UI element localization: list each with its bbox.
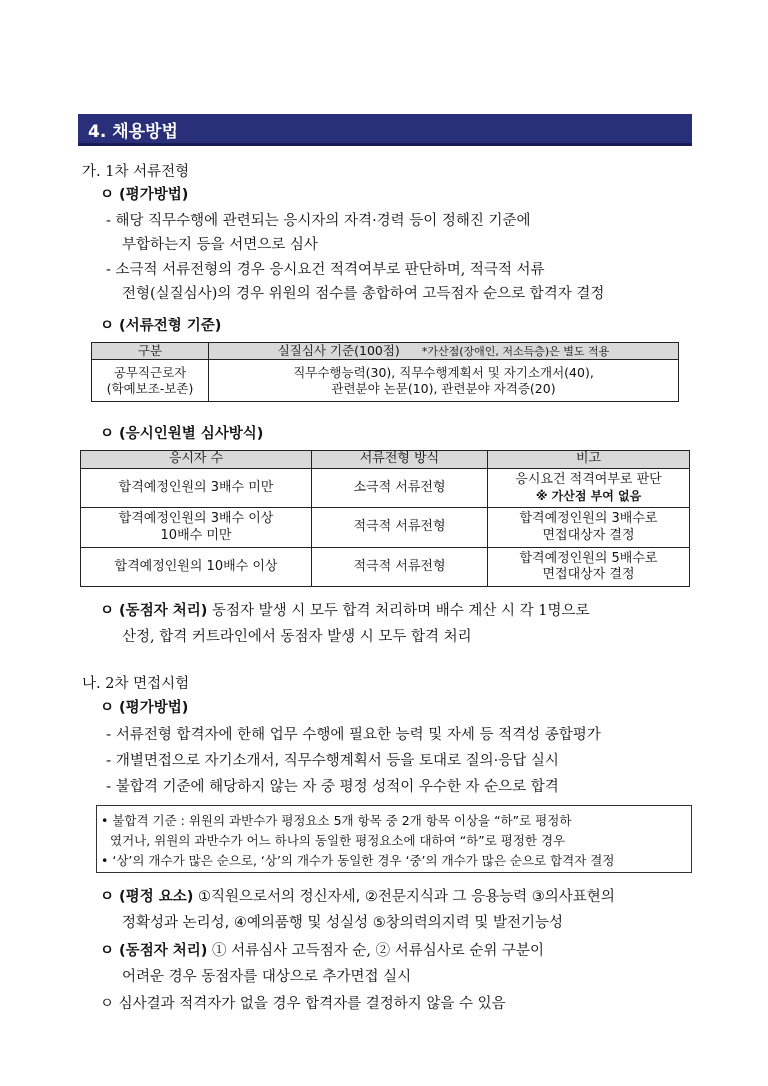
method-note-1: 응시요건 적격여부로 판단: [515, 472, 662, 488]
method-header-count: 응시자 수: [81, 451, 312, 469]
criteria-header-standard: [209, 343, 679, 360]
eval-line: - 소극적 서류전형의 경우 응시요건 적격여부로 판단하며, 적극적 서류: [106, 262, 545, 278]
criteria-row-label: [92, 360, 209, 402]
eval-line: 전형(실질심사)의 경우 위원의 점수를 총합하여 고득점자 순으로 합격자 결정: [122, 286, 605, 302]
note-line: • 불합격 기준 : 위원의 과반수가 평정요소 5개 항목 중 2개 항목 이상을 “하”로 평정하: [101, 813, 572, 828]
eval-line: - 불합격 기준에 해당하지 않는 자 중 평정 성적이 우수한 자 순으로 합격: [106, 779, 559, 795]
tie-rule: [100, 599, 590, 620]
subsection-heading-ga: 가. 1차 서류전형: [82, 164, 190, 180]
method-cell-note: [488, 548, 690, 587]
method-note-1: 합격예정인원의 5배수로: [519, 550, 658, 566]
criteria-header-main: 실질심사 기준(100점): [277, 343, 400, 359]
section-title: 4. 채용방법: [88, 122, 178, 142]
eval-line: - 해당 직무수행에 관련되는 응시자의 자격·경력 등이 정해진 기준에: [106, 213, 531, 229]
criteria-row-label-1: 공무직근로자: [113, 364, 187, 380]
tie2-line-2: 어려운 경우 동점자를 대상으로 추가면접 실시: [122, 969, 412, 985]
method-note-2: ※ 가산점 부여 없음: [535, 488, 642, 503]
tie-label-2: ㅇ (동점자 처리): [100, 943, 208, 959]
tie-rule-2: [100, 939, 544, 960]
method-count-2: 10배수 미만: [160, 527, 232, 543]
tie-line-2: 산정, 합격 커트라인에서 동점자 발생 시 모두 합격 처리: [122, 629, 472, 645]
method-note-2: 면접대상자 결정: [542, 527, 635, 543]
method-cell-method: 소극적 서류전형: [312, 469, 488, 508]
criteria-label: ㅇ (서류전형 기준): [100, 318, 222, 334]
method-header-method: 서류전형 방식: [312, 451, 488, 469]
method-note-1: 합격예정인원의 3배수로: [519, 511, 658, 527]
factor-line-1: ①직원으로서의 정신자세, ②전문지식과 그 응용능력 ③의사표현의: [198, 889, 615, 905]
eval-line: - 서류전형 합격자에 한해 업무 수행에 필요한 능력 및 자세 등 적격성 종합평가: [106, 727, 601, 743]
method-cell-count: [81, 508, 312, 548]
factor-rule: [100, 885, 615, 906]
factor-label: ㅇ (평정 요소): [100, 889, 194, 905]
criteria-header-category: 구분: [92, 343, 209, 360]
method-cell-method: 적극적 서류전형: [312, 508, 488, 548]
method-label: ㅇ (응시인원별 심사방식): [100, 426, 264, 442]
method-cell-note: [488, 508, 690, 548]
criteria-row-label-2: (학예보조-보존): [106, 380, 194, 396]
factor-line-2: 정확성과 논리성, ④예의품행 및 성실성 ⑤창의력의지력 및 발전기능성: [122, 915, 564, 931]
note-line: 였거나, 위원의 과반수가 어느 하나의 동일한 평정요소에 대하여 “하”로 평정한 경우: [110, 833, 566, 848]
tie2-line-1: ① 서류심사 고득점자 순, ② 서류심사로 순위 구분이: [212, 943, 545, 959]
method-cell-count: 합격예정인원의 10배수 이상: [81, 548, 312, 587]
method-cell-method: 적극적 서류전형: [312, 548, 488, 587]
criteria-row-value: [209, 360, 679, 402]
method-note-2: 면접대상자 결정: [542, 567, 635, 582]
tie-label: ㅇ (동점자 처리): [100, 603, 208, 619]
eval-line: 부합하는지 등을 서면으로 심사: [122, 237, 318, 253]
no-qualified-line: ㅇ 심사결과 적격자가 없을 경우 합격자를 결정하지 않을 수 있음: [100, 996, 506, 1012]
method-header-note: 비고: [488, 451, 690, 469]
method-cell-count: 합격예정인원의 3배수 미만: [81, 469, 312, 508]
eval-method-label: ㅇ (평가방법): [100, 700, 189, 716]
criteria-header-note: *가산점(장애인, 저소득층)은 별도 적용: [421, 345, 610, 359]
table-row: [81, 548, 690, 587]
method-cell-note: [488, 469, 690, 508]
note-line: • ‘상’의 개수가 많은 순으로, ‘상’의 개수가 동일한 경우 ‘중’의 개수가 많은 순으로 합격자 결정: [101, 853, 615, 868]
tie-line-1: 동점자 발생 시 모두 합격 처리하며 배수 계산 시 각 1명으로: [212, 603, 590, 619]
criteria-row-value-2: 관련분야 논문(10), 관련분야 자격증(20): [331, 380, 556, 396]
subsection-heading-na: 나. 2차 면접시험: [82, 676, 190, 692]
method-table: [80, 450, 690, 587]
criteria-table: [91, 342, 679, 402]
eval-method-label: ㅇ (평가방법): [100, 187, 189, 203]
table-row: [81, 508, 690, 548]
table-row: [81, 469, 690, 508]
method-count-1: 합격예정인원의 3배수 이상: [118, 511, 274, 527]
criteria-row-value-1: 직무수행능력(30), 직무수행계획서 및 자기소개서(40),: [293, 364, 594, 380]
eval-line: - 개별면접으로 자기소개서, 직무수행계획서 등을 토대로 질의·응답 실시: [106, 753, 559, 769]
